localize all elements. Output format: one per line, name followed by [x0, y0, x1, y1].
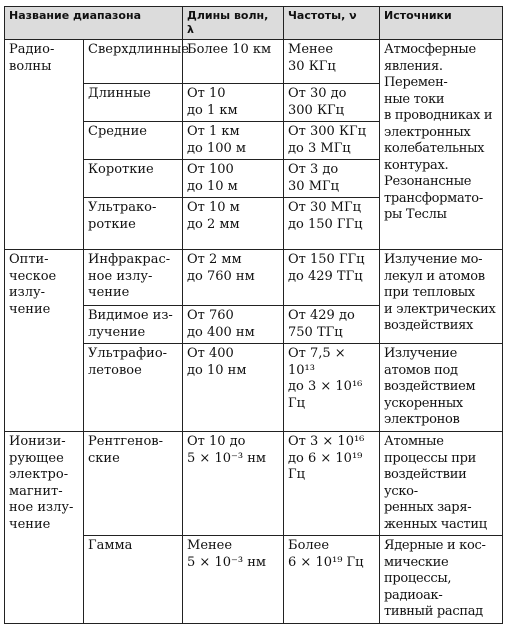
subrange-name: Короткие [84, 160, 183, 198]
header-wavelength: Длины волн, λ [183, 7, 284, 40]
frequency-value: От 3 до 30 МГц [284, 160, 380, 198]
subrange-name: Длинные [84, 84, 183, 122]
subrange-name: Гамма [84, 536, 183, 624]
subrange-name: Видимое из- лучение [84, 306, 183, 344]
wavelength-value: От 1 км до 100 м [183, 122, 284, 160]
wavelength-value: От 10 м до 2 мм [183, 198, 284, 250]
subrange-name: Ультрафио- летовое [84, 344, 183, 432]
source-ultraviolet: Излучение атомов под воздействием ускоренных электронов [380, 344, 503, 432]
source-optical-thermal: Излучение мо- лекул и атомов при тепловых и электрических воздействиях [380, 250, 503, 344]
frequency-value: Более 6 × 10¹⁹ Гц [284, 536, 380, 624]
group-name-ionizing: Ионизи- рующее электро- магнит- ное излу- чение [5, 432, 84, 624]
frequency-value: От 300 КГц до 3 МГц [284, 122, 380, 160]
wavelength-value: От 10 до 1 км [183, 84, 284, 122]
subrange-name: Ультрако- роткие [84, 198, 183, 250]
wavelength-value: Менее 5 × 10⁻³ нм [183, 536, 284, 624]
wavelength-value: От 760 до 400 нм [183, 306, 284, 344]
subrange-name: Инфракрас- ное излу- чение [84, 250, 183, 306]
frequency-value: От 3 × 10¹⁶ до 6 × 10¹⁹ Гц [284, 432, 380, 536]
subrange-name: Средние [84, 122, 183, 160]
source-gamma: Ядерные и кос- мические процессы, радиоак- тивный распад [380, 536, 503, 624]
frequency-value: От 7,5 × 10¹³ до 3 × 10¹⁶ Гц [284, 344, 380, 432]
group-name-optical: Опти- ческое излу- чение [5, 250, 84, 432]
frequency-value: От 150 ГГц до 429 ТГц [284, 250, 380, 306]
source-radio: Атмосферные явления. Перемен- ные токи в проводниках и электронных колебательных контурах. Резонансные трансформато-ры Теслы [380, 40, 503, 250]
spectrum-table [4, 6, 503, 624]
header-frequency: Частоты, ν [284, 7, 380, 40]
wavelength-value: От 100 до 10 м [183, 160, 284, 198]
frequency-value: От 30 МГц до 150 ГГц [284, 198, 380, 250]
wavelength-value: От 10 до 5 × 10⁻³ нм [183, 432, 284, 536]
frequency-value: От 30 до 300 КГц [284, 84, 380, 122]
wavelength-value: Более 10 км [183, 40, 284, 84]
header-sources: Источники [380, 7, 503, 40]
header-row [5, 7, 503, 40]
source-xray: Атомные процессы при воздействии уско- ренных заря- женных частиц [380, 432, 503, 536]
header-range-name: Название диапазона [5, 7, 183, 40]
subrange-name: Сверхдлинные [84, 40, 183, 84]
table-row [5, 432, 503, 536]
table-row [5, 250, 503, 306]
table-row [5, 40, 503, 84]
frequency-value: От 429 до 750 ТГц [284, 306, 380, 344]
frequency-value: Менее 30 КГц [284, 40, 380, 84]
wavelength-value: От 400 до 10 нм [183, 344, 284, 432]
wavelength-value: От 2 мм до 760 нм [183, 250, 284, 306]
subrange-name: Рентгенов- ские [84, 432, 183, 536]
group-name-radio: Радио- волны [5, 40, 84, 250]
